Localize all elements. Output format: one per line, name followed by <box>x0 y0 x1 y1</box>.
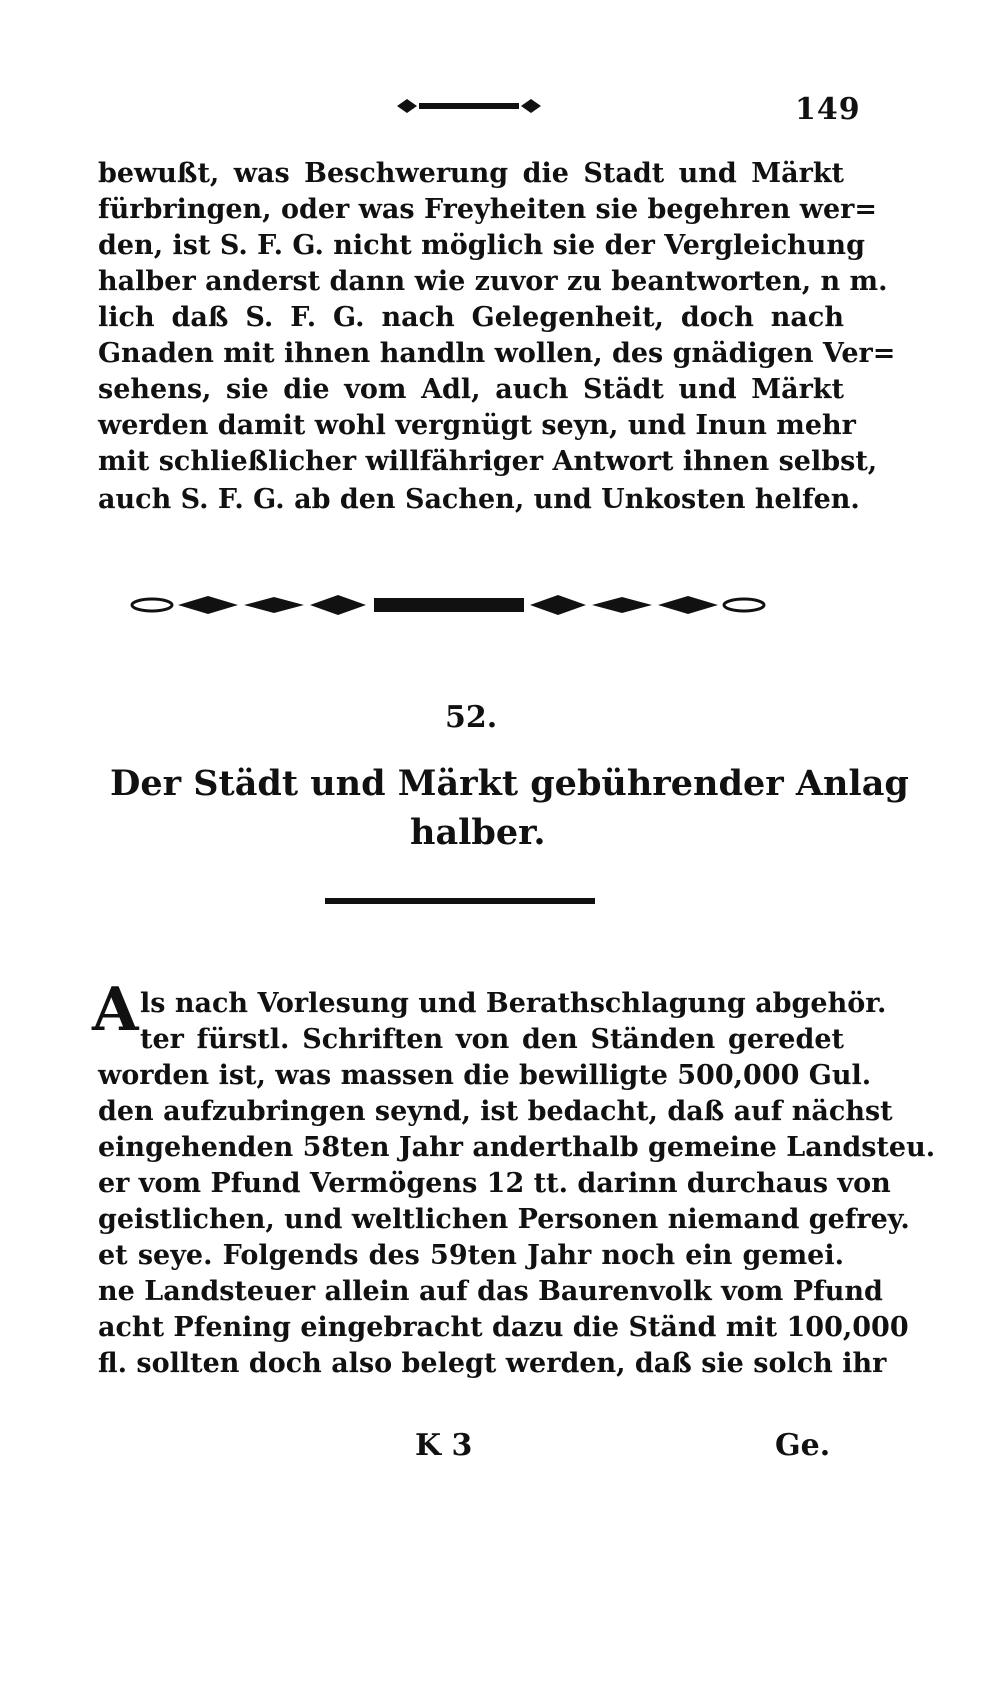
drop-cap-initial: A <box>92 975 139 1045</box>
decorative-divider-icon <box>130 592 770 618</box>
section-rule <box>325 898 595 904</box>
text-line: fl. sollten doch also belegt werden, daß sie solch ihr <box>98 1348 887 1379</box>
text-line: geistlichen, und weltlichen Personen niemand gefrey. <box>98 1204 910 1235</box>
header-ornament-icon <box>395 95 545 117</box>
text-line: werden damit wohl vergnügt seyn, und Inun mehr <box>98 410 856 441</box>
text-line: eingehenden 58ten Jahr anderthalb gemeine Landsteu. <box>98 1132 936 1163</box>
page-number: 149 <box>795 92 861 127</box>
text-line: ls nach Vorlesung und Berathschlagung abgehör. <box>140 988 887 1019</box>
text-line: den aufzubringen seynd, ist bedacht, daß auf nächst <box>98 1096 893 1127</box>
text-line: sehens, sie die vom Adl, auch Städt und Märkt <box>98 374 844 405</box>
text-line: fürbringen, oder was Freyheiten sie begehren wer= <box>98 194 877 225</box>
text-line: worden ist, was massen die bewilligte 500,000 Gul. <box>98 1060 872 1091</box>
section-title: Der Städt und Märkt gebührender Anlag <box>110 763 909 804</box>
section-title-continued: halber. <box>410 812 546 853</box>
text-line: et seye. Folgends des 59ten Jahr noch ein gemei. <box>98 1240 844 1271</box>
text-line: er vom Pfund Vermögens 12 tt. darinn durchaus von <box>98 1168 891 1199</box>
text-line: bewußt, was Beschwerung die Stadt und Märkt <box>98 158 844 189</box>
text-line: Gnaden mit ihnen handln wollen, des gnädigen Ver= <box>98 338 896 369</box>
text-line: lich daß S. F. G. nach Gelegenheit, doch nach <box>98 302 844 333</box>
text-line: halber anderst dann wie zuvor zu beantworten, n m. <box>98 266 888 297</box>
text-line: ne Landsteuer allein auf das Baurenvolk vom Pfund <box>98 1276 883 1307</box>
catchword: Ge. <box>775 1428 831 1463</box>
text-line: mit schließlicher willfähriger Antwort ihnen selbst, <box>98 446 878 477</box>
section-number: 52. <box>445 700 498 735</box>
text-line: acht Pfening eingebracht dazu die Ständ mit 100,000 <box>98 1312 909 1343</box>
signature-mark: K 3 <box>415 1428 473 1463</box>
text-line: auch S. F. G. ab den Sachen, und Unkosten helfen. <box>98 484 860 515</box>
text-line: den, ist S. F. G. nicht möglich sie der Vergleichung <box>98 230 865 261</box>
text-line: ter fürstl. Schriften von den Ständen geredet <box>140 1024 844 1055</box>
